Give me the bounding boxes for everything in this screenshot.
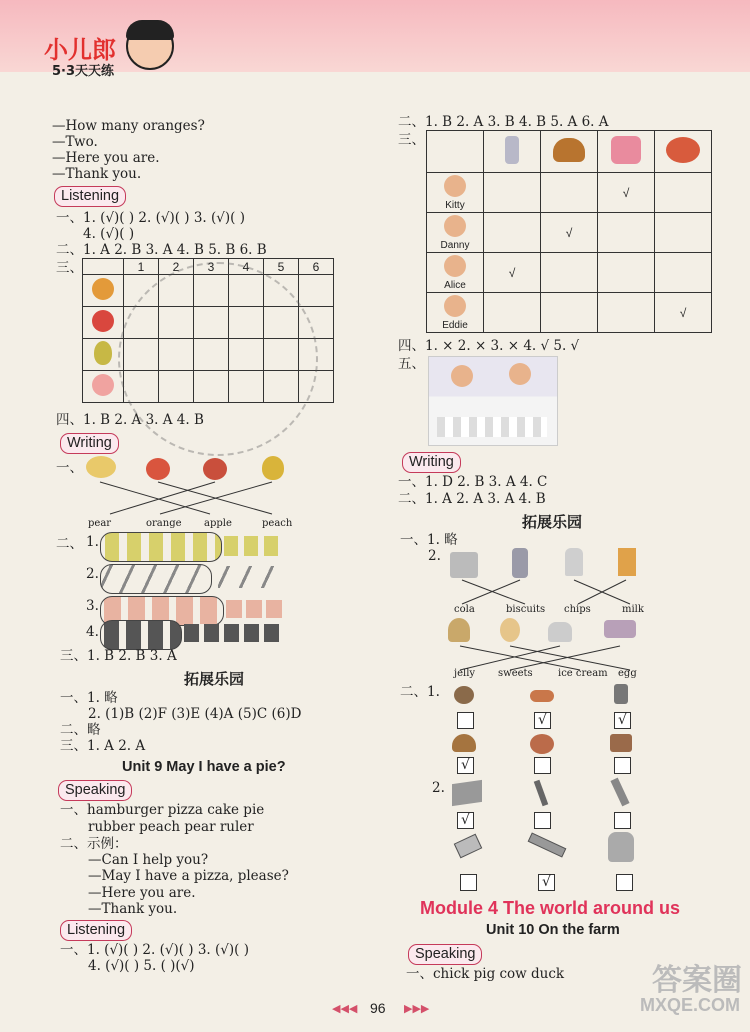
speaking-label: Speaking xyxy=(58,780,132,801)
answer-prefix: 二、 xyxy=(56,536,83,552)
cola-icon xyxy=(614,684,628,704)
child-name: Alice xyxy=(444,279,466,291)
apple-icon xyxy=(92,310,114,332)
pear-icon xyxy=(94,341,112,365)
grid-header: 6 xyxy=(299,259,334,275)
matching-lines xyxy=(450,578,650,606)
tick-mark: √ xyxy=(484,253,541,293)
hamburger-icon xyxy=(553,138,585,162)
listening-label: Listening xyxy=(54,186,126,207)
word-label: chips xyxy=(564,604,591,615)
tick-mark: √ xyxy=(598,173,655,213)
unit-heading: Unit 10 On the farm xyxy=(486,922,620,938)
answer-line: 一、1. 略 xyxy=(400,532,458,548)
brand-logo: 小儿郎 xyxy=(44,36,116,64)
pizza-icon xyxy=(530,734,554,754)
answer-line: rubber peach pear ruler xyxy=(88,819,254,835)
answer-checkbox: √ xyxy=(457,812,474,829)
unit-heading: Unit 9 May I have a pie? xyxy=(122,759,286,775)
girl-icon xyxy=(509,363,531,385)
answer-checkbox: √ xyxy=(534,712,551,729)
boy-icon xyxy=(451,365,473,387)
listening-label: Listening xyxy=(60,920,132,941)
row-number: 2. xyxy=(86,566,99,582)
answer-line: 二、1. A 2. A 3. A 4. B xyxy=(398,491,546,507)
answer-line: 2. xyxy=(432,780,445,796)
hamburger-icon xyxy=(452,734,476,752)
pear-group xyxy=(100,532,222,562)
grid-header: 4 xyxy=(229,259,264,275)
word-label: milk xyxy=(622,604,644,615)
child-name: Danny xyxy=(440,239,470,251)
brand-subtitle: 5·3天天练 xyxy=(52,64,115,79)
pear-extra xyxy=(224,536,284,556)
answer-checkbox xyxy=(457,712,474,729)
picnic-cloth xyxy=(437,417,547,437)
row-number: 1. xyxy=(86,534,99,550)
word-label: peach xyxy=(262,518,293,529)
word-label: orange xyxy=(146,518,182,529)
dialog-line: —Can I help you? xyxy=(88,852,209,868)
section-title: 拓展乐园 xyxy=(184,670,245,688)
avatar xyxy=(444,215,466,237)
answer-line: 4. (√)( ) xyxy=(83,226,135,242)
peach-icon xyxy=(92,374,114,396)
answer-checkbox: √ xyxy=(457,757,474,774)
hotdog-icon xyxy=(530,690,554,702)
watermark-url: MXQE.COM xyxy=(639,995,740,1015)
answer-line: 一、1. D 2. B 3. A 4. C xyxy=(398,474,548,490)
answer-checkbox: √ xyxy=(614,712,631,729)
answer-prefix: 三、 xyxy=(398,132,425,148)
answer-prefix: 一、 xyxy=(56,460,83,476)
chips-icon xyxy=(565,548,583,576)
word-label: cola xyxy=(454,604,475,615)
section-title: 拓展乐园 xyxy=(522,513,583,531)
answer-checkbox xyxy=(460,874,477,891)
orange-icon xyxy=(92,278,114,300)
answer-line: 三、1. B 2. B 3. A xyxy=(60,648,177,664)
crayon-icon xyxy=(610,778,629,807)
dialog-line: —May I have a pizza, please? xyxy=(88,868,289,884)
pencil-group xyxy=(100,564,212,594)
food-grid xyxy=(426,130,712,333)
writing-label: Writing xyxy=(60,433,119,454)
grid-header: 5 xyxy=(264,259,299,275)
child-name: Eddie xyxy=(442,319,468,331)
answer-checkbox xyxy=(534,757,551,774)
grid-header: 2 xyxy=(159,259,194,275)
word-label: pear xyxy=(88,518,112,529)
answer-line: 2. xyxy=(428,548,441,564)
schoolbag-icon xyxy=(608,832,634,862)
grid-header: 1 xyxy=(124,259,159,275)
book-extra xyxy=(184,624,280,642)
answer-line: 一、1. (√)( ) 2. (√)( ) 3. (√)( ) xyxy=(56,210,245,226)
answer-line: 四、1. × 2. × 3. × 4. √ 5. √ xyxy=(398,338,580,354)
child-name: Kitty xyxy=(445,199,465,211)
answer-line: 四、1. B 2. A 3. A 4. B xyxy=(56,412,204,428)
answer-line: 一、chick pig cow duck xyxy=(406,966,565,982)
dialog-line: —Here you are. xyxy=(52,150,160,166)
answer-line: 二、1. B 2. A 3. B 4. B 5. A 6. A xyxy=(398,114,609,130)
dialog-line: —Here you are. xyxy=(88,885,196,901)
pizza-icon xyxy=(666,137,700,163)
answer-line: 一、1. 略 xyxy=(60,690,118,706)
speaking-label: Speaking xyxy=(408,944,482,965)
answer-line: 4. (√)( ) 5. ( )(√) xyxy=(88,958,195,974)
watermark-logo: 答案圈 xyxy=(652,963,742,998)
word-label: sweets xyxy=(498,668,533,679)
picnic-picture xyxy=(428,356,558,446)
egg-icon xyxy=(500,618,520,642)
cake-icon xyxy=(611,136,641,164)
answer-line: 2. (1)B (2)F (3)E (4)A (5)C (6)D xyxy=(88,706,302,722)
peach-extra xyxy=(226,600,282,618)
milk-icon xyxy=(618,548,636,576)
avatar xyxy=(444,255,466,277)
biscuits-icon xyxy=(512,548,528,578)
answer-line: 二、1. xyxy=(400,684,440,700)
tick-mark: √ xyxy=(655,293,712,333)
answer-line: 一、hamburger pizza cake pie xyxy=(60,802,265,818)
pen-icon xyxy=(534,780,549,806)
sweets-icon xyxy=(604,620,636,638)
word-label: ice cream xyxy=(558,668,608,679)
word-label: jelly xyxy=(454,668,476,679)
dialog-line: —How many oranges? xyxy=(52,118,205,134)
answer-checkbox xyxy=(534,812,551,829)
tick-mark: √ xyxy=(541,213,598,253)
peach-icon xyxy=(262,456,284,480)
ice-cream-icon xyxy=(448,618,470,642)
dialog-line: —Thank you. xyxy=(52,166,142,182)
avatar xyxy=(444,175,466,197)
row-number: 3. xyxy=(86,598,99,614)
book-group xyxy=(100,620,182,650)
dialog-line: —Thank you. xyxy=(88,901,178,917)
answer-line: 一、1. (√)( ) 2. (√)( ) 3. (√)( ) xyxy=(60,942,249,958)
prev-arrows-icon: ◀◀◀ xyxy=(332,1002,358,1015)
answer-prefix: 三、 xyxy=(56,260,83,276)
answer-line: 三、1. A 2. A xyxy=(60,738,146,754)
row-number: 4. xyxy=(86,624,99,640)
next-arrows-icon: ▶▶▶ xyxy=(404,1002,430,1015)
answer-checkbox: √ xyxy=(538,874,555,891)
eraser-icon xyxy=(454,834,483,859)
matching-lines xyxy=(90,480,290,518)
answer-line: 二、示例： xyxy=(60,836,128,852)
answer-prefix: 五、 xyxy=(398,356,425,372)
module-heading: Module 4 The world around us xyxy=(420,898,681,918)
answer-line: 二、略 xyxy=(60,722,101,738)
avatar xyxy=(444,295,466,317)
pencil-extra xyxy=(218,566,282,588)
sandwich-icon xyxy=(610,734,632,752)
pear-icon xyxy=(86,456,116,478)
word-label: apple xyxy=(204,518,232,529)
dialog-line: —Two. xyxy=(52,134,98,150)
cola-icon xyxy=(505,136,519,164)
answer-line: 二、1. A 2. B 3. A 4. B 5. B 6. B xyxy=(56,242,267,258)
orange-icon xyxy=(146,458,170,480)
word-label: egg xyxy=(618,668,637,679)
answer-checkbox xyxy=(614,757,631,774)
page-number: 96 xyxy=(370,1000,386,1016)
cupcake-icon xyxy=(454,686,474,704)
writing-label: Writing xyxy=(402,452,461,473)
ruler-icon xyxy=(528,832,567,857)
apple-icon xyxy=(203,458,227,480)
answer-checkbox xyxy=(614,812,631,829)
book-icon xyxy=(452,780,482,806)
mascot-icon xyxy=(126,22,174,70)
grid-header: 3 xyxy=(194,259,229,275)
answer-checkbox xyxy=(616,874,633,891)
word-label: biscuits xyxy=(506,604,546,615)
jelly-icon xyxy=(548,622,572,642)
cola-icon xyxy=(450,552,478,578)
